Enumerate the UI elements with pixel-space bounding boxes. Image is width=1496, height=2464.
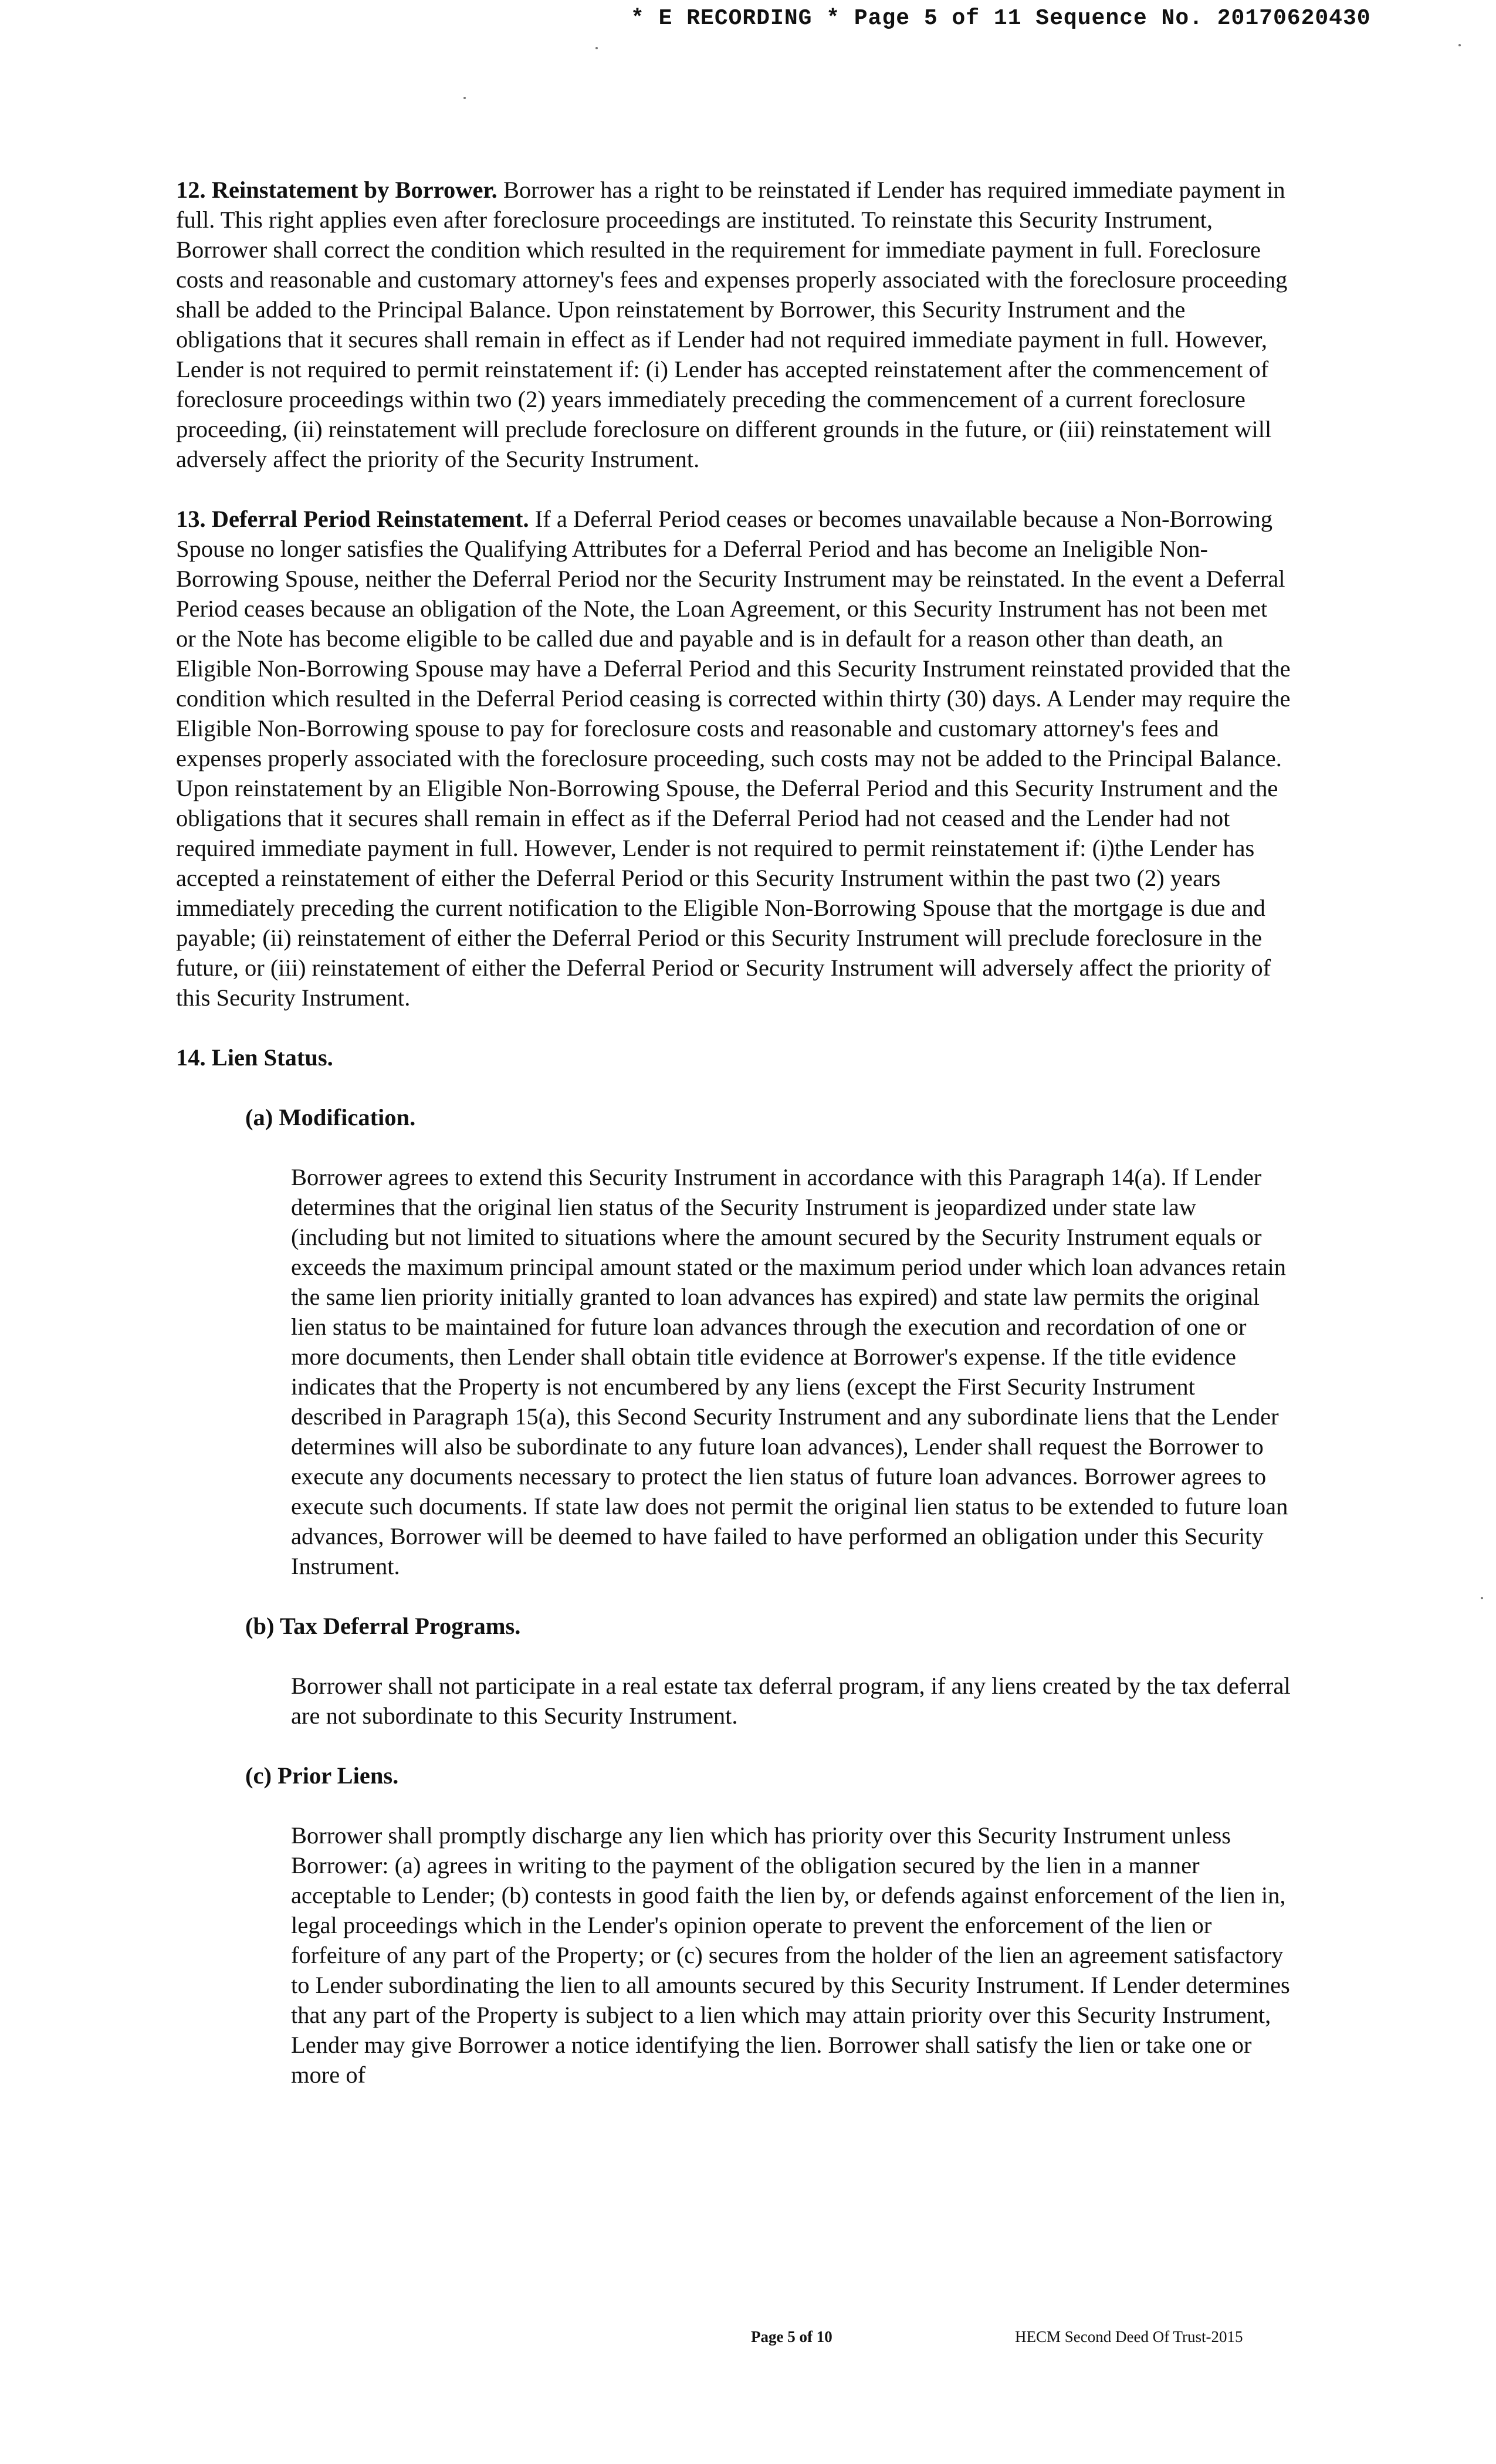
scan-speck: [1481, 1597, 1483, 1599]
footer-form-name: HECM Second Deed Of Trust-2015: [1015, 2328, 1243, 2345]
footer-page-number: Page 5 of 10: [751, 2328, 832, 2345]
recording-stamp: * E RECORDING * Page 5 of 11 Sequence No. 20170620430: [631, 6, 1371, 31]
section-12-text: Borrower has a right to be reinstated if Lender has required immediate payment in full. This right applies even after foreclosure proceedings are instituted. To reinstate this Security Instrument, Borrower shall correct the condition which resulted in the requirement for immediate payment in full. Foreclosure costs and reasonable and customary attorney's fees and expenses properly associated with the foreclosure proceeding shall be added to the Principal Balance. Upon reinstatement by Borrower, this Security Instrument and the obligations that it secures shall remain in effect as if Lender had not required immediate payment in full. However, Lender is not required to permit reinstatement if: (i) Lender has accepted reinstatement after the commencement of foreclosure proceedings within two (2) years immediately preceding the commencement of a current foreclosure proceeding, (ii) reinstatement will preclude foreclosure on different grounds in the future, or (iii) reinstatement will adversely affect the priority of the Security Instrument.: [176, 177, 1288, 472]
section-14a-text: Borrower agrees to extend this Security Instrument in accordance with this Paragraph 14(a). If Lender determines that the original lien status of the Security Instrument is jeopardized under state law (including but not limited to situations where the amount secured by the Security Instrument equals or exceeds the maximum principal amount stated or the maximum period under which loan advances retain the same lien priority initially granted to loan advances has expired) and state law permits the original lien status to be maintained for future loan advances through the execution and recordation of one or more documents, then Lender shall obtain title evidence at Borrower's expense. If the title evidence indicates that the Property is not encumbered by any liens (except the First Security Instrument described in Paragraph 15(a), this Second Security Instrument and any subordinate liens that the Lender determines will also be subordinate to any future loan advances), Lender shall request the Borrower to execute any documents necessary to protect the lien status of future loan advances. Borrower agrees to execute such documents. If state law does not permit the original lien status to be extended to future loan advances, Borrower will be deemed to have failed to have performed an obligation under this Security Instrument.: [291, 1164, 1288, 1579]
scan-speck: [595, 47, 598, 49]
scan-speck: [463, 97, 466, 99]
section-14a-heading: (a) Modification.: [245, 1104, 416, 1131]
scan-speck: [1458, 44, 1461, 46]
section-12-heading: 12. Reinstatement by Borrower.: [176, 177, 497, 203]
section-13-heading: 13. Deferral Period Reinstatement.: [176, 506, 529, 532]
section-12: [176, 175, 1292, 474]
section-14c-text: Borrower shall promptly discharge any lien which has priority over this Security Instrument unless Borrower: (a) agrees in writing to the payment of the obligation secured by the lien in a manner acceptable to Lender; (b) contests in good faith the lien by, or defends against enforcement of the lien in, legal proceedings which in the Lender's opinion operate to prevent the enforcement of the lien or forfeiture of any part of the Property; or (c) secures from the holder of the lien an agreement satisfactory to Lender subordinating the lien to all amounts secured by this Security Instrument. If Lender determines that any part of the Property is subject to a lien which may attain priority over this Security Instrument, Lender may give Borrower a notice identifying the lien. Borrower shall satisfy the lien or take one or more of: [291, 1822, 1290, 2088]
section-14-heading: 14. Lien Status.: [176, 1044, 333, 1071]
section-13: [176, 504, 1292, 1013]
document-body: [176, 175, 1292, 2120]
page-footer: [0, 2328, 1496, 2357]
section-14b-heading: (b) Tax Deferral Programs.: [245, 1613, 521, 1639]
section-14b-text: Borrower shall not participate in a real estate tax deferral program, if any liens created by the tax deferral are not subordinate to this Security Instrument.: [291, 1673, 1291, 1729]
section-14c-heading: (c) Prior Liens.: [245, 1762, 399, 1789]
section-13-text: If a Deferral Period ceases or becomes unavailable because a Non-Borrowing Spouse no longer satisfies the Qualifying Attributes for a Deferral Period and has become an Ineligible Non-Borrowing Spouse, neither the Deferral Period nor the Security Instrument may be reinstated. In the event a Deferral Period ceases because an obligation of the Note, the Loan Agreement, or this Security Instrument has not been met or the Note has become eligible to be called due and payable and is in default for a reason other than death, an Eligible Non-Borrowing Spouse may have a Deferral Period and this Security Instrument reinstated provided that the condition which resulted in the Deferral Period ceasing is corrected within thirty (30) days. A Lender may require the Eligible Non-Borrowing spouse to pay for foreclosure costs and reasonable and customary attorney's fees and expenses properly associated with the foreclosure proceeding, such costs may not be added to the Principal Balance. Upon reinstatement by an Eligible Non-Borrowing Spouse, the Deferral Period and this Security Instrument and the obligations that it secures shall remain in effect as if the Deferral Period had not ceased and the Lender had not required immediate payment in full. However, Lender is not required to permit reinstatement if: (i)the Lender has accepted a reinstatement of either the Deferral Period or this Security Instrument within the past two (2) years immediately preceding the current notification to the Eligible Non-Borrowing Spouse that the mortgage is due and payable; (ii) reinstatement of either the Deferral Period or this Security Instrument will preclude foreclosure in the future, or (iii) reinstatement of either the Deferral Period or Security Instrument will adversely affect the priority of this Security Instrument.: [176, 506, 1291, 1011]
